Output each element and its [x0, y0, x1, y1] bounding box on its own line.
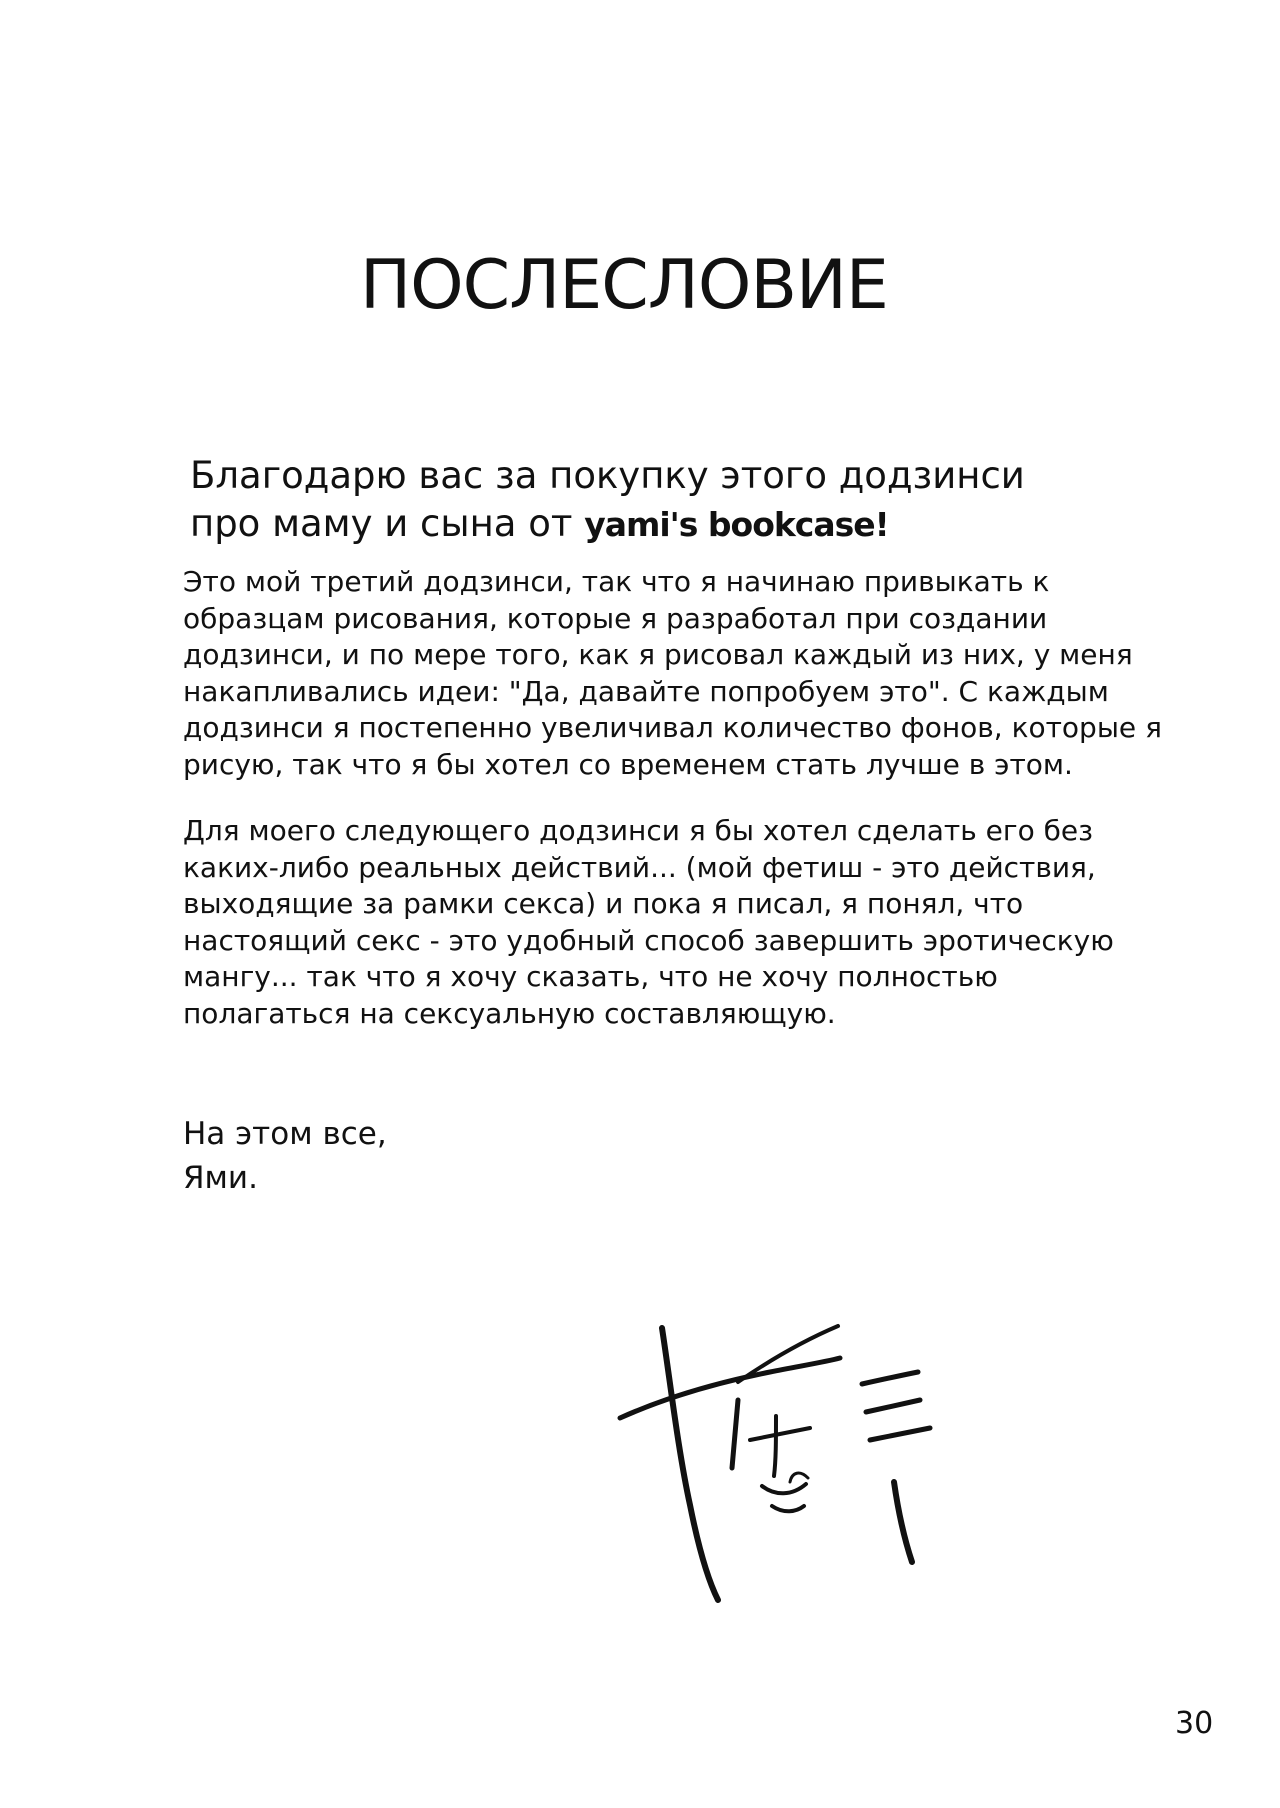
thanks-line-2-prefix: про маму и сына от: [190, 502, 585, 545]
paragraph-1: Это мой третий додзинси, так что я начинаю привыкать к образцам рисования, которые я разработал при создании додзинси, и по мере того, как я рисовал каждый из них, у меня накапливались идеи: "Да, давайте попробуем это". С каждым додзинси я постепенно увеличивал количество фонов, которые я рисую, так что я бы хотел со временем стать лучше в этом.: [183, 565, 1162, 781]
page-number: 30: [1175, 1706, 1214, 1741]
closing-signoff: Ями.: [183, 1160, 258, 1196]
closing-block: [183, 1112, 387, 1200]
page-title: ПОСЛЕСЛОВИЕ: [360, 246, 888, 325]
closing-line-1: На этом все,: [183, 1116, 387, 1152]
thanks-heading: [190, 452, 1090, 549]
handwritten-signature-icon: [600, 1300, 980, 1610]
thanks-line-1: Благодарю вас за покупку этого додзинси: [190, 454, 1025, 497]
paragraph-2: Для моего следующего додзинси я бы хотел сделать его без каких-либо реальных действий... (мой фетиш - это действия, выходящие за рамки секса) и пока я писал, я понял, что настоящий секс - это удобный способ завершить эротическую мангу... так что я хочу сказать, что не хочу полностью полагаться на сексуальную составляющую.: [183, 814, 1114, 1030]
brand-name: yami's bookcase!: [584, 505, 889, 544]
